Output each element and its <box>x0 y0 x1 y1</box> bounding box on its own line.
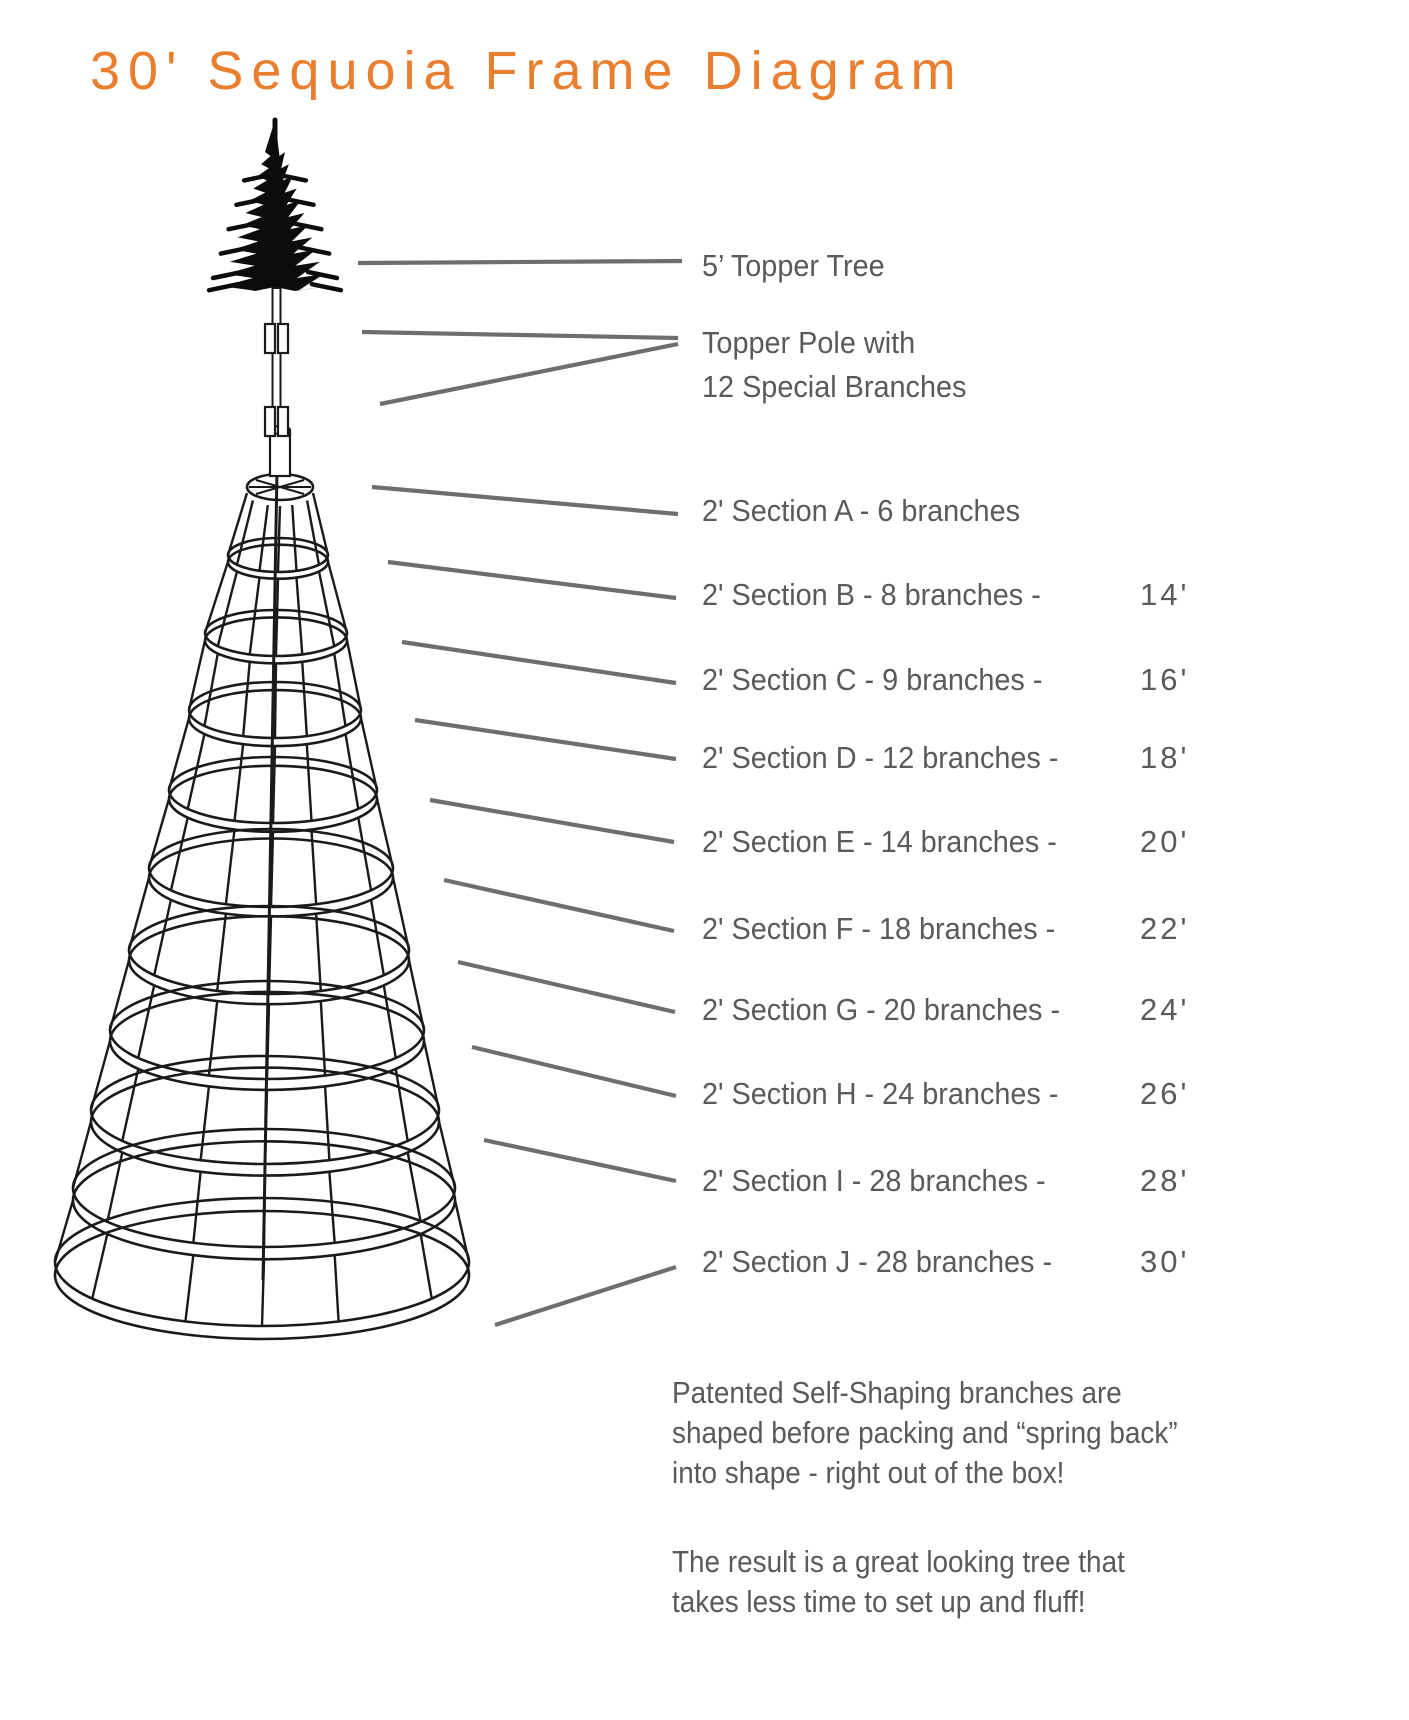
paragraph-line: Patented Self-Shaping branches are <box>672 1375 1122 1410</box>
callout-section-h: 2' Section H - 24 branches - <box>702 1076 1059 1111</box>
paragraph-line: takes less time to set up and fluff! <box>672 1584 1086 1619</box>
callout-section-b: 2' Section B - 8 branches - <box>702 577 1041 612</box>
callout-section-j: 2' Section J - 28 branches - <box>702 1244 1053 1279</box>
height-section-e: 20' <box>1140 824 1190 859</box>
tree-frame-illustration <box>55 288 469 1339</box>
paragraph-line: The result is a great looking tree that <box>672 1544 1125 1579</box>
height-section-b: 14' <box>1140 577 1190 612</box>
callout-section-d: 2' Section D - 12 branches - <box>702 740 1059 775</box>
height-section-f: 22' <box>1140 911 1190 946</box>
topper-tree-icon <box>209 120 341 291</box>
callout-section-c: 2' Section C - 9 branches - <box>702 662 1043 697</box>
paragraph-line: shaped before packing and “spring back” <box>672 1415 1178 1450</box>
height-section-d: 18' <box>1140 740 1190 775</box>
callout-section-a: 2' Section A - 6 branches <box>702 493 1021 528</box>
callout-section-e: 2' Section E - 14 branches - <box>702 824 1057 859</box>
height-section-i: 28' <box>1140 1163 1190 1198</box>
callout-section-f: 2' Section F - 18 branches - <box>702 911 1056 946</box>
height-section-c: 16' <box>1140 662 1190 697</box>
callout-topper-pole <box>702 321 966 409</box>
height-section-g: 24' <box>1140 992 1190 1027</box>
height-section-h: 26' <box>1140 1076 1190 1111</box>
height-section-j: 30' <box>1140 1244 1190 1279</box>
paragraph-line: into shape - right out of the box! <box>672 1455 1065 1490</box>
callout-topper-pole-line1: Topper Pole with <box>702 325 916 360</box>
leader-lines <box>358 261 682 1325</box>
paragraph-result <box>672 1542 1125 1622</box>
paragraph-self-shaping <box>672 1373 1178 1493</box>
callout-section-g: 2' Section G - 20 branches - <box>702 992 1061 1027</box>
callout-topper-tree: 5’ Topper Tree <box>702 248 885 283</box>
page-title: 30' Sequoia Frame Diagram <box>90 41 964 101</box>
callout-section-i: 2' Section I - 28 branches - <box>702 1163 1046 1198</box>
callout-topper-pole-line2: 12 Special Branches <box>702 369 967 404</box>
